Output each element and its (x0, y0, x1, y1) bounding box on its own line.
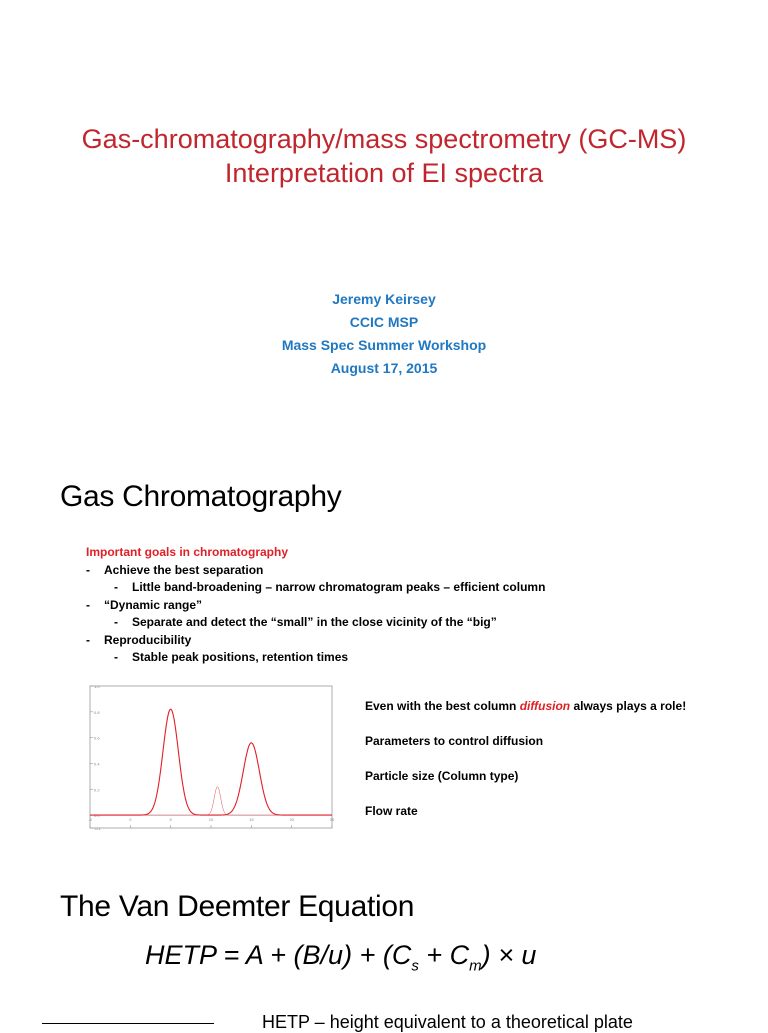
dash-marker: - (114, 650, 118, 664)
y-tick-label: 0.6 (94, 735, 100, 741)
goal-item (86, 562, 686, 580)
diffusion-notes (365, 698, 745, 838)
slide-heading: The Van Deemter Equation (60, 890, 415, 923)
y-tick-label: 0.8 (94, 709, 100, 715)
footnote: HETP – height equivalent to a theoretical plate (262, 1012, 633, 1032)
y-tick-label: 0.2 (94, 787, 100, 793)
goal-item (86, 597, 686, 615)
presentation-date: August 17, 2015 (330, 360, 438, 376)
note-diffusion (365, 698, 745, 715)
goal-text: Achieve the best separation (104, 562, 264, 577)
dash-marker: - (114, 580, 118, 594)
title-line-1: Gas-chromatography/mass spectrometry (GC-MS) (81, 124, 687, 154)
goal-subtext: Separate and detect the “small” in the close vicinity of the “big” (132, 615, 497, 629)
van-deemter-slide (0, 860, 768, 1032)
title-slide (0, 0, 768, 460)
x-tick-label: 25 (329, 817, 335, 823)
slide-heading: Gas Chromatography (60, 480, 342, 513)
eq-part: HETP = A + (B/u) + (C (145, 940, 412, 970)
x-tick-label: 0 (129, 817, 132, 823)
gas-chromatography-slide (0, 460, 768, 860)
note-particle-size: Particle size (Column type) (365, 769, 519, 783)
series-line-0 (90, 709, 332, 815)
y-tick-label: 1.0 (94, 684, 100, 689)
note-text: always plays a role! (570, 699, 687, 713)
eq-part: ) × u (481, 940, 537, 970)
presentation-title (0, 122, 768, 190)
y-tick-label: 0.4 (94, 761, 100, 767)
eq-subscript: m (469, 957, 482, 975)
x-tick-label: 10 (208, 817, 214, 823)
plot-frame (90, 686, 332, 828)
event-name: Mass Spec Summer Workshop (281, 337, 487, 353)
goals-list (86, 544, 686, 667)
chromatogram-svg (80, 682, 336, 836)
title-line-2: Interpretation of EI spectra (224, 158, 544, 188)
goal-subitem (86, 614, 686, 632)
dash-marker: - (114, 615, 118, 629)
author-block (0, 288, 768, 380)
eq-subscript: s (411, 957, 419, 975)
dash-marker: - (86, 562, 90, 577)
series-line-1 (90, 787, 332, 815)
author-name: Jeremy Keirsey (332, 291, 436, 307)
note-parameters: Parameters to control diffusion (365, 734, 544, 748)
goal-text: Reproducibility (104, 632, 192, 647)
x-tick-label: 15 (249, 817, 254, 823)
dash-marker: - (86, 597, 90, 612)
eq-part: + C (418, 940, 470, 970)
note-flow-rate: Flow rate (365, 804, 418, 818)
chromatogram-chart (80, 682, 336, 836)
organization: CCIC MSP (349, 314, 419, 330)
goal-subitem (86, 649, 686, 667)
x-tick-label: -5 (88, 817, 92, 823)
note-text: Even with the best column (365, 699, 520, 713)
x-tick-label: 20 (289, 817, 294, 823)
goals-title: Important goals in chromatography (86, 545, 289, 559)
y-tick-label: 0.0 (94, 813, 100, 819)
goal-item (86, 632, 686, 650)
y-tick-label: -0.1 (94, 826, 101, 831)
x-tick-label: 5 (169, 817, 172, 823)
goal-subitem (86, 579, 686, 597)
goal-text: “Dynamic range” (104, 597, 203, 612)
goal-subtext: Stable peak positions, retention times (132, 650, 349, 664)
van-deemter-equation (145, 940, 536, 974)
dash-marker: - (86, 632, 90, 647)
note-emphasis: diffusion (519, 699, 571, 713)
goal-subtext: Little band-broadening – narrow chromatogram peaks – efficient column (132, 580, 546, 594)
